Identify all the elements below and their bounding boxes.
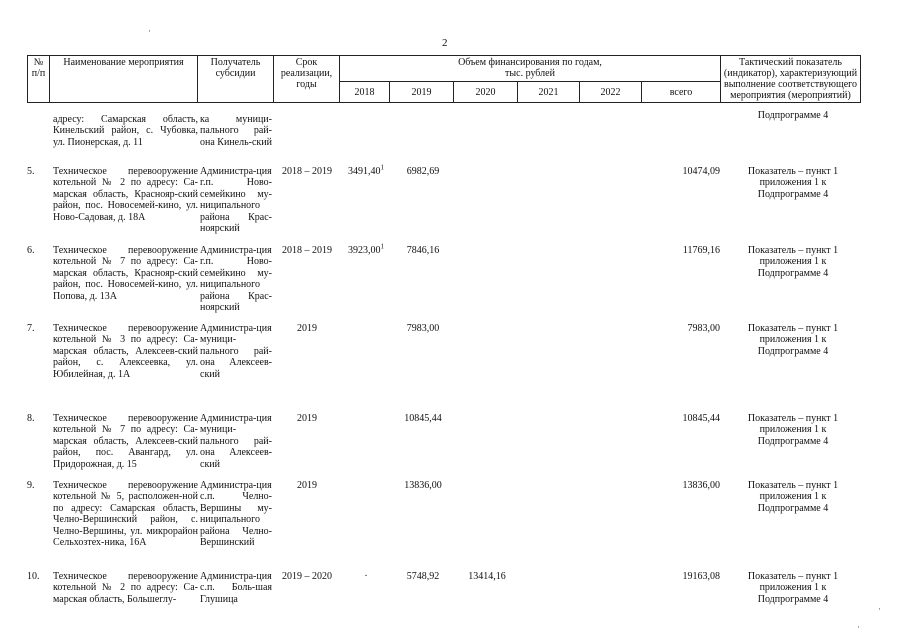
row-indicator (724, 323, 862, 357)
row-year-2018-text: 3923,00 (348, 245, 381, 256)
header-financing: Объем финансирования по годам, тыс. рублей (340, 56, 721, 82)
row-name (53, 166, 198, 223)
row-recipient (200, 245, 272, 313)
header-name: Наименование мероприятия (50, 56, 198, 103)
row-recipient (200, 323, 272, 380)
page-number: 2 (442, 37, 448, 49)
row-indicator-text: Показатель – пункт 1 приложения 1 к Подпрограмме 4 (747, 166, 839, 200)
row-indicator (724, 480, 862, 514)
row-number (27, 480, 49, 491)
scan-mark: · (148, 26, 151, 36)
row-total (645, 571, 720, 582)
row-number (27, 245, 49, 256)
row-name-text: Техническое перевооружение котельной № 2 по адресу: Са-марская область, Большеглу- (53, 571, 198, 605)
row-total (645, 480, 720, 491)
row-indicator-text: Показатель – пункт 1 приложения 1 к Подпрограмме 4 (747, 480, 839, 514)
row-term (276, 166, 338, 177)
row-total-text: 19163,08 (682, 571, 720, 582)
row-recipient (200, 413, 272, 470)
header-year-2018: 2018 (340, 82, 390, 103)
row-year-2019 (393, 245, 453, 256)
row-term (276, 413, 338, 424)
row-recipient-text: Администра-ция с.п. Челно-Вершины му-ниципального района Челно-Вершинский (200, 480, 272, 549)
row-number (27, 413, 49, 424)
header-year-2022: 2022 (580, 82, 642, 103)
header-indicator: Тактический показатель (индикатор), характеризующий выполнение соответствующего мероприятия (мероприятий) (721, 56, 861, 103)
footnote-mark: 1 (380, 163, 384, 172)
row-indicator-text: Показатель – пункт 1 приложения 1 к Подпрограмме 4 (747, 323, 839, 357)
row-recipient-text: Администра-ция с.п. Боль-шая Глушица (200, 571, 272, 605)
row-total-text: 11769,16 (682, 245, 720, 256)
row-year-2019-text: 13836,00 (404, 480, 442, 491)
row-indicator (724, 571, 862, 605)
row-total-text: 7983,00 (687, 323, 720, 334)
row-name-text: Техническое перевооружение котельной № 7 по адресу: Са-марская область, Краснояр-ский район, пос. Новосемей-кино, ул. Попова, д. 13А (53, 245, 198, 302)
row-year-2019 (393, 323, 453, 334)
row-year-2018 (343, 571, 389, 582)
header-year-2021: 2021 (518, 82, 580, 103)
row-year-2020-text: 13414,16 (468, 571, 506, 582)
row-number-text: 7. (27, 323, 35, 334)
row-term-text: 2019 – 2020 (282, 571, 332, 582)
row-name (53, 323, 198, 380)
row-number-text: 9. (27, 480, 35, 491)
scan-mark: · (878, 604, 881, 614)
row-recipient (200, 571, 272, 605)
row-term-text: 2019 (297, 480, 317, 491)
row-total-text: 10845,44 (682, 413, 720, 424)
row-indicator-text: Показатель – пункт 1 приложения 1 к Подпрограмме 4 (747, 571, 839, 605)
row-year-2019-text: 10845,44 (404, 413, 442, 424)
row-year-2019-text: 6982,69 (406, 166, 440, 177)
row-indicator-text: Показатель – пункт 1 приложения 1 к Подпрограмме 4 (747, 413, 839, 447)
row-term-text: 2019 (297, 413, 317, 424)
row-year-2019 (393, 413, 453, 424)
row-name (53, 480, 198, 548)
row-year-2020 (457, 571, 517, 582)
row-total (645, 413, 720, 424)
row-year-2019 (393, 480, 453, 491)
row-term-text: 2018 – 2019 (282, 166, 332, 177)
scan-mark: · (857, 622, 860, 632)
row-total-text: 13836,00 (682, 480, 720, 491)
table-header (27, 55, 861, 103)
row-name-text: Техническое перевооружение котельной № 7 по адресу: Са-марская область, Алексеев-ский район, пос. Авангард, ул. Придорожная, д. 15 (53, 413, 198, 470)
row-recipient (200, 480, 272, 548)
row-recipient-text: Администра-ция муници-пального рай-она Алексеев-ский (200, 413, 272, 470)
row-year-2019-text: 5748,92 (406, 571, 440, 582)
row-name-text: Техническое перевооружение котельной № 5, расположен-ной по адресу: Самарская область, Челно-Вершинский район, с. Челно-Вершины, ул. микрорайон Сельхозтех-ника, 16А (53, 480, 198, 549)
row-total (645, 166, 720, 177)
row-name (53, 413, 198, 470)
continuation-name: адресу: Самарская область, Кинельский район, с. Чубовка, ул. Пионерская, д. 11 (53, 114, 198, 148)
row-indicator-text: Показатель – пункт 1 приложения 1 к Подпрограмме 4 (747, 245, 839, 279)
row-year-2019 (393, 166, 453, 177)
header-term: Срок реализации, годы (274, 56, 340, 103)
row-name (53, 571, 198, 605)
row-total (645, 323, 720, 334)
row-name-text: Техническое перевооружение котельной № 2 по адресу: Са-марская область, Краснояр-ский район, пос. Новосемей-кино, ул. Ново-Садовая, д. 18А (53, 166, 198, 223)
row-recipient-text: Администра-ция г.п. Ново-семейкино му-ниципального района Крас-ноярский (200, 166, 272, 235)
header-year-2020: 2020 (454, 82, 518, 103)
continuation-indicator: Подпрограмме 4 (757, 110, 829, 121)
row-number-text: 6. (27, 245, 35, 256)
row-year-2019-text: 7983,00 (406, 323, 440, 334)
row-indicator (724, 413, 862, 447)
row-year-2019 (393, 571, 453, 582)
header-num: № п/п (28, 56, 50, 103)
header-recipient: Получатель субсидии (198, 56, 274, 103)
row-number (27, 571, 49, 582)
row-recipient (200, 166, 272, 234)
footnote-mark: 1 (380, 242, 384, 251)
row-number-text: 10. (27, 571, 40, 582)
header-year-2019: 2019 (390, 82, 454, 103)
row-term-text: 2019 (297, 323, 317, 334)
row-year-2018-text: 3491,40 (348, 166, 381, 177)
row-name-text: Техническое перевооружение котельной № 3 по адресу: Са-марская область, Алексеев-ский район, с. Алексеевка, ул. Юбилейная, д. 1А (53, 323, 198, 380)
row-indicator (724, 166, 862, 200)
row-number (27, 166, 49, 177)
row-term (276, 245, 338, 256)
row-total-text: 10474,09 (682, 166, 720, 177)
row-year-2019-text: 7846,16 (406, 245, 440, 256)
row-number-text: 8. (27, 413, 35, 424)
row-number-text: 5. (27, 166, 35, 177)
row-term (276, 480, 338, 491)
continuation-recipient: ка муници-пального рай-она Кинель-ский (200, 114, 272, 148)
row-term (276, 323, 338, 334)
row-recipient-text: Администра-ция муници-пального рай-она Алексеев-ский (200, 323, 272, 380)
row-name (53, 245, 198, 302)
row-term-text: 2018 – 2019 (282, 245, 332, 256)
row-term (276, 571, 338, 582)
row-indicator (724, 245, 862, 279)
row-number (27, 323, 49, 334)
row-year-2018 (343, 163, 389, 177)
header-total: всего (642, 82, 721, 103)
row-total (645, 245, 720, 256)
row-year-2018 (343, 242, 389, 256)
row-year-2018-text: · (364, 571, 368, 582)
row-recipient-text: Администра-ция г.п. Ново-семейкино му-ниципального района Крас-ноярский (200, 245, 272, 314)
